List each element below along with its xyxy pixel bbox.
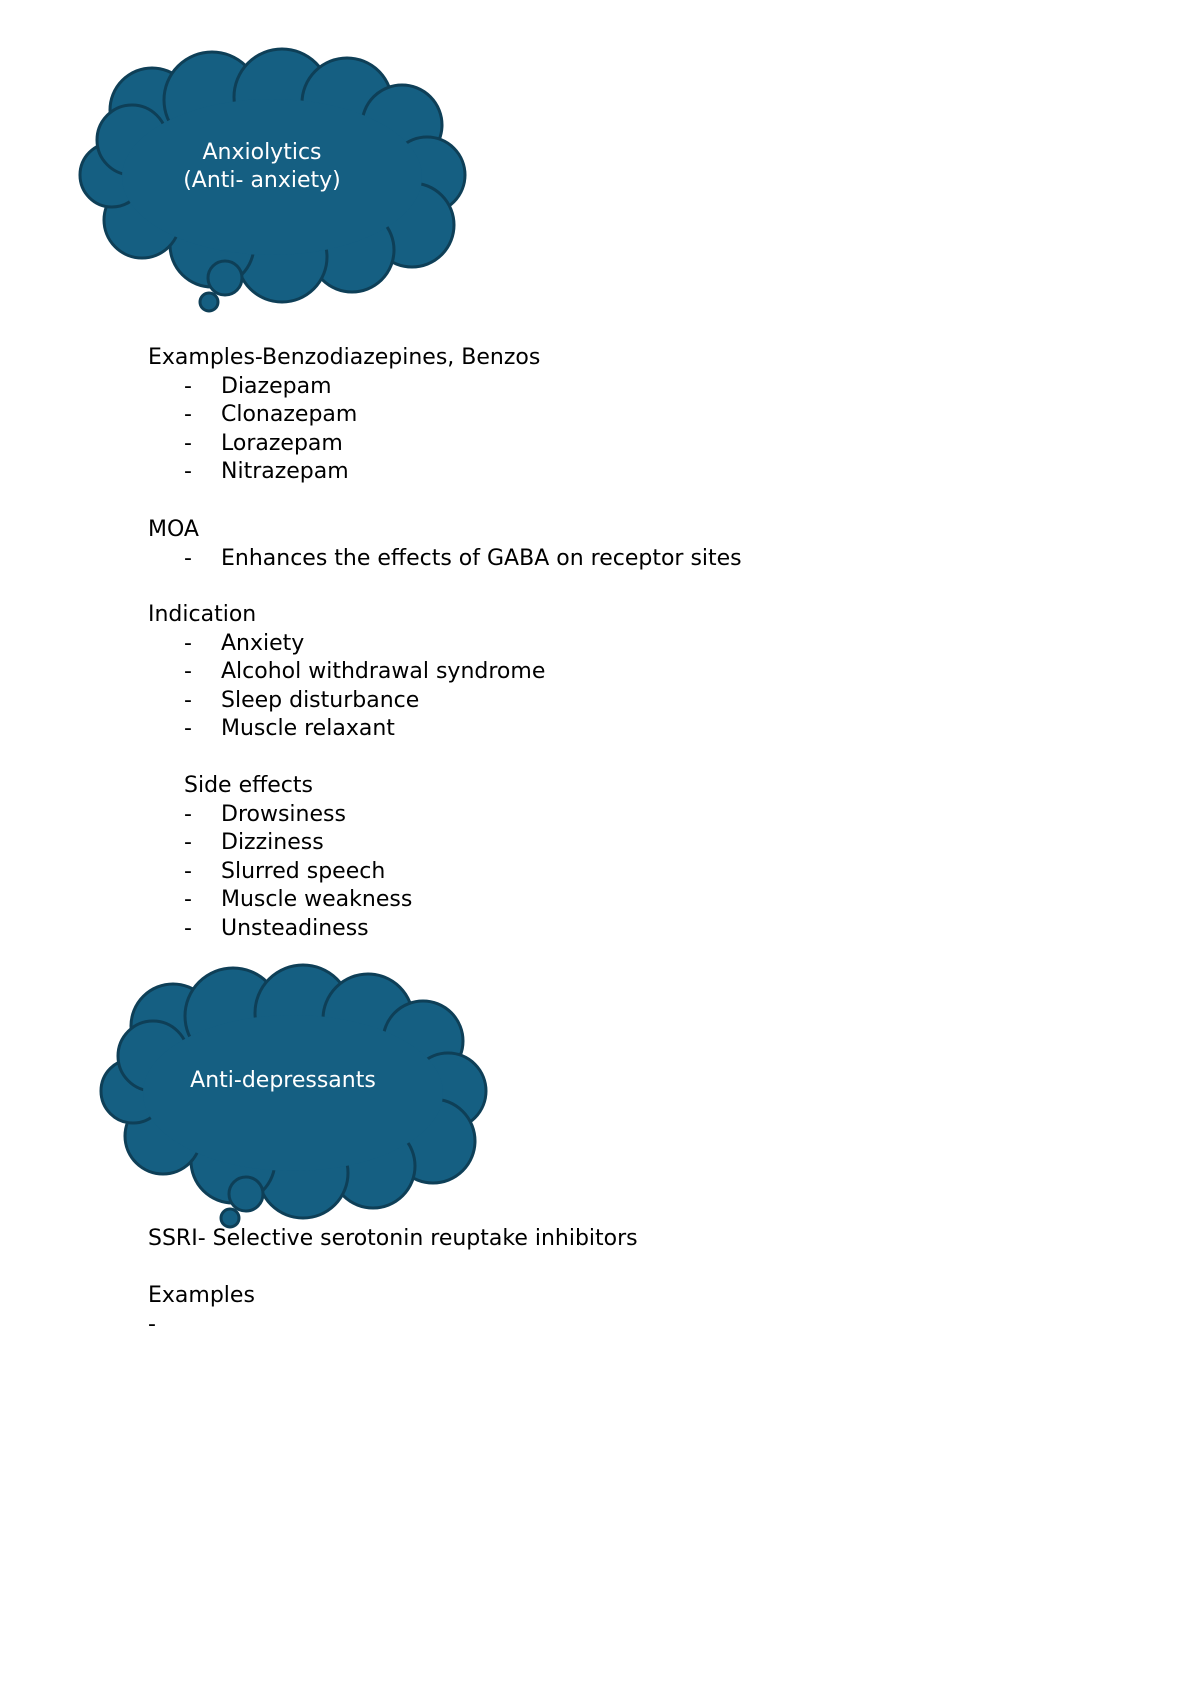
list-dash: - [184,659,192,685]
list-dash: - [184,801,192,827]
list-item [148,801,412,830]
examples-ssri-empty-bullet: - [148,1311,156,1337]
list-dash: - [184,459,192,485]
list-item-text: Lorazepam [221,430,343,456]
list-item [148,545,742,574]
cloud-tail-bubble [200,293,218,311]
cloud-antidepressants [103,981,533,1231]
section-side-effects [148,772,412,944]
examples-benzo-heading: Examples-Benzodiazepines, Benzos [148,345,541,370]
list-item [148,401,540,430]
list-item [148,687,545,716]
list-item-text: Dizziness [221,830,324,856]
indication-list [148,630,545,744]
cloud-tail-bubble [229,1177,263,1211]
list-item-text: Diazepam [221,373,332,399]
side-effects-list [148,801,412,944]
ssri-heading: SSRI- Selective serotonin reuptake inhibitors [148,1226,638,1251]
list-item [148,715,545,744]
list-item-text: Slurred speech [221,858,386,884]
list-item [148,373,540,402]
cloud-shape-icon [103,981,533,1231]
list-item [148,430,540,459]
list-item-text: Clonazepam [221,402,358,428]
list-item-text: Muscle weakness [221,887,413,913]
list-item-text: Sleep disturbance [221,687,420,713]
list-item-text: Nitrazepam [221,459,349,485]
list-item-text: Muscle relaxant [221,716,395,742]
cloud-antidepressants-label: Anti-depressants [190,1068,376,1093]
list-dash: - [184,716,192,742]
cloud-antidepressants-text [163,1067,403,1095]
list-dash: - [184,630,192,656]
examples-benzo-list [148,373,540,487]
list-item [148,658,545,687]
list-item [148,915,412,944]
list-dash: - [184,430,192,456]
list-dash: - [184,402,192,428]
cloud-anxiolytics-text [142,139,382,195]
section-indication [148,601,545,744]
list-item [148,630,545,659]
list-dash: - [184,830,192,856]
moa-list [148,545,742,574]
list-item [148,458,540,487]
list-item-text: Unsteadiness [221,915,369,941]
list-dash: - [184,887,192,913]
list-item-text: Alcohol withdrawal syndrome [221,659,546,685]
cloud-tail-bubble [208,261,242,295]
list-item-text: Anxiety [221,630,305,656]
list-item-text: Drowsiness [221,801,346,827]
cloud-anxiolytics-title: Anxiolytics [202,140,322,165]
section-examples-ssri [148,1282,255,1339]
list-item [148,886,412,915]
side-effects-heading: Side effects [184,773,313,798]
indication-heading: Indication [148,602,257,627]
cloud-anxiolytics-subtitle: (Anti- anxiety) [183,168,341,193]
list-dash: - [184,915,192,941]
cloud-anxiolytics [82,65,512,315]
list-dash: - [184,858,192,884]
examples-ssri-heading: Examples [148,1283,255,1308]
list-dash: - [184,687,192,713]
list-dash: - [184,545,192,571]
section-moa [148,516,742,573]
list-item-text: Enhances the effects of GABA on receptor sites [221,545,742,571]
list-item [148,858,412,887]
section-examples-benzo [148,344,540,487]
section-ssri [148,1225,638,1254]
list-item [148,829,412,858]
list-dash: - [184,373,192,399]
moa-heading: MOA [148,517,199,542]
